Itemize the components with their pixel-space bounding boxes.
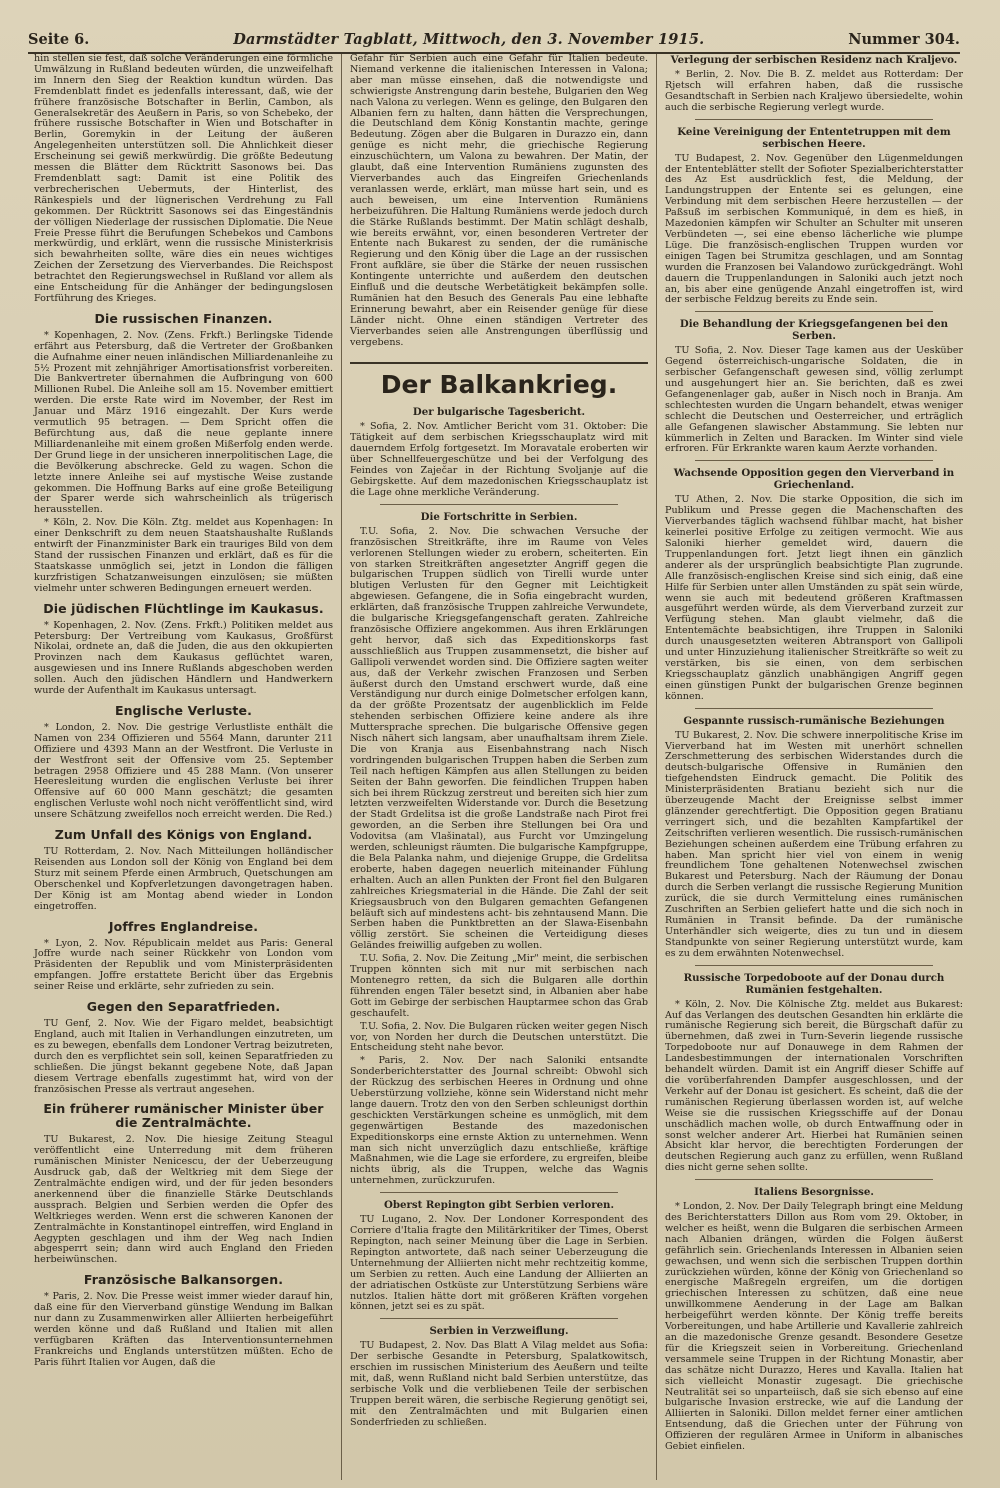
article-paragraph: TU Budapest, 2. Nov. Das Blatt A Vilag meldet aus Sofia: Der serbische Gesandte in Petersburg, Spalatkowitsch, erschien im russischen Ministerium des Aeußern und teilte mit, daß, wenn Rußland nicht bald Serbien unterstütze, das serbische Volk und die verbliebenen Teile der serbischen Truppen bereit wären, die serbische Regierung genötigt sei, mit den Zentralmächten und mit Bulgarien einen Sonderfrieden zu schließen. — [350, 1340, 648, 1428]
article-paragraph: * Berlin, 2. Nov. Die B. Z. meldet aus Rotterdam: Der Rjetsch will erfahren haben, daß die russische Gesandtschaft in Serbien nach Kraljewo übersiedelte, wohin auch die serbische Regierung verlegt wurde. — [665, 69, 963, 113]
article-paragraph: TU Lugano, 2. Nov. Der Londoner Korrespondent des Corriere d'Italia fragte den Militärkritiker der Times, Oberst Repington, nach seiner Meinung über die Lage in Serbien. Repington antwortete, daß nach seiner Ueberzeugung die Unternehmung der Alliierten nicht mehr rechtzeitig komme, um Serbien zu retten. Auch eine Landung der Alliierten an der adriatischen Ostküste zur Unterstützung Serbiens wäre nutzlos. Italien hätte dort mit größeren Kräften vorgehen können, jetzt sei es zu spät. — [350, 1214, 648, 1313]
article-paragraph: * Lyon, 2. Nov. Républicain meldet aus Paris: General Joffre wurde nach seiner Rückkehr von London vom Präsidenten der Republik und vom Ministerpräsidenten empfangen. Joffre erstattete Bericht über das Ergebnis seiner Reise und erklärte, sehr zufrieden zu sein. — [34, 937, 333, 993]
column-left — [26, 54, 341, 1480]
article-paragraph: * London, 2. Nov. Die gestrige Verlustliste enthält die Namen von 234 Offizieren und 5564 Mann, darunter 211 Offiziere und 4393 Mann an der Westfront. Die Verluste in der Westfront seit der Offensive vom 25. September betragen 2958 Offiziere und 45 288 Mann. (Von unserer Heeresleitung wurden die englischen Verluste bei ihrer Offensive auf 60 000 Mann geschätzt; die gesamten englischen Verluste wohl noch nicht veröffentlicht sind, wird unsere Schätzung zweifellos noch erreicht werden. Die Red.) — [34, 721, 333, 821]
article-paragraph: TU Bukarest, 2. Nov. Die schwere innerpolitische Krise im Vierverband hat im Westen mit unerhört schnellen Zerschmetterung des serbischen Widerstandes durch die deutsch-bulgarische Offensive in Rumänien den tiefgehendsten Eindruck gemacht. Die Politik des Ministerpräsidenten Bratianu bezieht sich nur die überzeugende Macht der Ereignisse selbst immer glänzender gerechtfertigt. Die Opposition gegen Bratianu verringert sich, und die bezahlten Kampfartikel der Zeitschriften verlieren wesentlich. Die russisch-rumänischen Beziehungen scheinen außerdem eine Trübung erfahren zu haben. Man spricht hier viel von einem in wenig freundlichem Tone gehaltenen Notenwechsel zwischen Bukarest und Petersburg. Nach der Räumung der Donau durch die Serben verlangt die russische Regierung Munition zurück, die sie durch Vermittelung eines rumänischen Zuschriften an Serbien geliefert hatte und die sich noch in Rumänien in Transit befinde. Da der rumänische Unterhändler sich weigerte, dies zu tun und in diesem Standpunkte von seiner Regierung unterstützt wurde, kam es zu dem erwähnten Notenwechsel. — [665, 729, 963, 959]
page-header — [28, 18, 960, 54]
issue-number: Nummer 304. — [848, 31, 960, 48]
page-number: Seite 6. — [28, 31, 90, 48]
divider — [695, 119, 933, 120]
article-paragraph: T.U. Sofia, 2. Nov. Die schwachen Versuche der französischen Streitkräfte, ihre im Raume von Veles verlorenen Stellungen wieder zu erobern, scheiterten. Ein von starken Streitkräften angesetzter Angriff gegen die bulgarischen Truppen südlich von Tirelli wurde unter blutigen Verlusten für den Gegner mit Leichtigkeit abgewiesen. Gefangene, die in Sofia eingebracht wurden, erklärten, daß französische Truppen zahlreiche Verwundete, die bulgarische Kriegsgefangenschaft geraten. Zahlreiche französische Offiziere angekommen. Aus ihren Erklärungen geht hervor, daß sich das Expeditionskorps fast ausschließlich aus Truppen zusammensetzt, die bisher auf Gallipoli verwendet worden sind. Die Offiziere sagten weiter aus, daß der Verkehr zwischen Franzosen und Serben äußerst durch den Umstand erschwert wurde, daß eine Verständigung nur durch einige Dolmetscher erfolgen kann, da der größte Prozentsatz der augenblicklich im Felde stehenden serbischen Offiziere keine andere als ihre Muttersprache sprechen. Die bulgarische Offensive gegen Nisch nähert sich langsam, aber unaufhaltsam ihrem Ziele. Die von Kranja aus Eisenbahnstrang nach Nisch vordringenden bulgarischen Truppen haben die Serben zum Teil nach heftigen Kämpfen aus allen Stellungen zu beiden Seiten der Bahn geworfen. Die feindlichen Truppen haben sich bei ihrem Rückzug zerstreut und bereiten sich hier zum letzten verzweifelten Widerstande vor. Durch die Besetzung der Stadt Grdelitsa ist die große Landstraße nach Pirot frei geworden, an die Serben ihre Stellungen bei Ora und Vodovitsa (am Vlašinatal), aus Furcht vor Umzingelung werden, schleunigst räumten. Die bulgarische Kampfgruppe, die Bela Palanka nahm, und diejenige Gruppe, die Grdelitsa eroberte, haben dagegen neuerlich miteinander Fühlung erhalten. Auch an allen Punkten der Front fiel den Bulgaren zahlreiches Kriegsmaterial in die Hände. Die Zahl der seit Kriegsausbruch von den Bulgaren gemachten Gefangenen beläuft sich auf mindestens acht- bis zehntausend Mann. Die Serben haben die Punktbretten an der Slawa-Eisenbahn völlig zerstört. Sie scheinen die Verteidigung dieses Geländes freiwillig aufgeben zu wollen. — [350, 525, 648, 952]
subhead-prisoners-treatment: Die Behandlung der Kriegsgefangenen bei den Serben. — [679, 318, 949, 343]
article-paragraph: TU Genf, 2. Nov. Wie der Figaro meldet, beabsichtigt England, auch mit Italien in Verhandlungen einzutreten, um es zu bewegen, ebenfalls dem Londoner Vertrag beizutreten, durch den es verpflichtet sein soll, keinen Separatfrieden zu schließen. Die jüngst bekannt gegebene Note, daß Japan diesem Vertrage ebenfalls zugestimmt hat, wird von der französischen Presse als vertraut angesehen. — [34, 1018, 333, 1095]
divider — [695, 311, 933, 312]
article-paragraph: * Paris, 2. Nov. Die Presse weist immer wieder darauf hin, daß eine für den Vierverband günstige Wendung im Balkan nur dann zu Zusammenwirken aller Alliierten herbeigeführt werden könne und daß Rußland und Italien mit allen verfügbaren Kräften das Interventionsunternehmen Frankreichs und Englands unterstützen müßten. Echo de Paris führt Italien vor Augen, daß die — [34, 1291, 333, 1368]
article-paragraph: * Sofia, 2. Nov. Amtlicher Bericht vom 31. Oktober: Die Tätigkeit auf dem serbischen Kriegsschauplatz wird mit dauerndem Erfolg fortgesetzt. Im Moravatale eroberten wir über Schnellfeuergeschütze und bei der Verfolgung des Feindes von Zaječar in der Richtung Svoljanje auf die Gebirgskette. Auf dem mazedonischen Kriegsschauplatz ist die Lage ohne merkliche Veränderung. — [350, 421, 648, 498]
subhead-serbia-despair: Serbien in Verzweiflung. — [429, 1325, 569, 1338]
section-title-balkan-war: Der Balkankrieg. — [350, 362, 648, 400]
headline-english-losses: Englische Verluste. — [115, 702, 252, 718]
subhead-italy-concerns: Italiens Besorgnisse. — [754, 1186, 874, 1199]
headline-russian-finances: Die russischen Finanzen. — [94, 310, 273, 326]
divider — [695, 708, 933, 709]
divider — [380, 1192, 618, 1193]
divider — [380, 1318, 618, 1319]
subhead-torpedo-boats: Russische Torpedoboote auf der Donau durch Rumänien festgehalten. — [683, 971, 945, 996]
subhead-progress-serbia: Die Fortschritte in Serbien. — [420, 510, 578, 523]
headline-king-accident: Zum Unfall des Königs von England. — [54, 827, 313, 843]
divider — [695, 965, 933, 966]
article-paragraph: * Köln, 2. Nov. Die Köln. Ztg. meldet aus Kopenhagen: In einer Denkschrift zu dem neuen Staatshaushalte Rußlands entwirft der Finanzminister Bark ein trauriges Bild von dem Stand der russischen Finanzen und erklärt, daß es für die Staatskasse unmöglich sei, jetzt in London die fälligen kurzfristigen Schatzanweisungen einzulösen; sie müßten vielmehr unter schweren Bedingungen erneuert werden. — [34, 517, 333, 594]
article-continuation: hin stellen sie fest, daß solche Veränderungen eine förmliche Umwälzung in Rußland bedeuten würden, die unzweifelhaft im Innern den Sieg der Reaktion kundtun würden. Das Fremdenblatt findet es jedenfalls interessant, daß, wie der frühere französische Botschafter in Berlin, Cambon, als Generalsekretär des Aeußern in Paris, so von Schebeko, der frühere russische Botschafter in Wien und Botschafter in Berlin, Goremykin in der Leitung der äußeren Angelegenheiten unterstützen soll. Die Ahnlichkeit dieser Erscheinung sei gewiß merkwürdig. Die größte Bedeutung messen die Blätter dem Rücktritt Sasonows bei. Das Fremdenblatt sagt: Damit ist eine Politik des verbrecherischen Uebermuts, der Hinterlist, des Ränkespiels und der lügnerischen Verdrehung zu Fall gekommen. Der Rücktritt Sasonows sei das Eingeständnis der völligen Niederlage der russischen Diplomatie. Die Neue Freie Presse führt die Berufungen Schebekos und Cambons merkwürdig, und erklärt, wenn die russische Ministerkrisis sich bewahrheiten sollte, wäre dies ein neues wichtiges Zeichen der Zersetzung des Vierverbandes. Die Reichspost betrachtet den Regierungswechsel in Rußland vor allem als eine Entscheidung für die Anhänger der bedingungslosen Fortführung des Krieges. — [34, 54, 333, 304]
article-paragraph: * Kopenhagen, 2. Nov. (Zens. Frkft.) Berlingske Tidende erfährt aus Petersburg, daß die Vertreter der Großbanken die Aufnahme einer neuen inländischen Milliardenanleihe zu 5½ Prozent mit zehnjähriger Amortisationsfrist vorbereiten. Die Bankvertreter übernahmen die Aufbringung von 600 Millionen Rubel. Die Anleihe soll am 15. November emittiert werden. Die erste Rate wird im November, der Rest im Januar und März 1916 eingezahlt. Der Kurs werde vermutlich 95 betragen. — Dem Spricht offen die Befürchtung aus, daß die neue geplante innere Milliardenanleihe mit einem großen Mißerfolg enden werde. Der Grund liege in der unsicheren innerpolitischen Lage, die die Bevölkerung abschrecke. Geld zu wagen. Schon die letzte innere Anleihe sei auf mystische Weise zustande gekommen. Die Hoffnung Barks auf eine große Beteiligung der Sparer werde sich wahrscheinlich als trügerisch herausstellen. — [34, 329, 333, 516]
column-middle — [341, 54, 656, 1480]
subhead-repington: Oberst Repington gibt Serbien verloren. — [384, 1199, 614, 1212]
headline-joffre-trip: Joffres Englandreise. — [108, 918, 259, 934]
article-paragraph: TU Sofia, 2. Nov. Dieser Tage kamen aus der Uesküber Gegend österreichisch-ungarische Soldaten, die in serbischer Gefangenschaft gewesen sind, völlig zerlumpt und ausgehungert hier an. Sie berichten, daß es zwei Gefangenenlager gab, außer in Nisch noch in Branja. Am schlechtesten wurden die Ungarn behandelt, etwas weniger schlecht die Deutschen und Oesterreicher, und erträglich alle Gefangenen slawischer Abstammung. Sie lebten nur kümmerlich in Zelten und Baracken. Im Winter sind viele erfroren. Für Erkrankte waren kaum Aerzte vorhanden. — [665, 345, 963, 455]
headline-jewish-refugees: Die jüdischen Flüchtlinge im Kaukasus. — [43, 600, 324, 616]
article-continuation: Gefahr für Serbien auch eine Gefahr für Italien bedeute. Niemand verkenne die italienischen Interessen in Valona; aber man müsse einsehen, daß die notwendigste und schwierigste Anstrengung darin bestehe, Bulgarien den Weg nach Valona zu verlegen. Wenn es gelinge, den Bulgaren den Albanien fern zu halten, dann hätten die Versprechungen, die Deutschland dem König Konstantin machte, geringe Bedeutung. Zögen aber die Bulgaren in Durazzo ein, dann genüge es nicht mehr, die griechische Regierung einzuschüchtern, um Valona zu bewahren. Der Matin, der glaubt, daß eine Intervention Rumäniens zugunsten des Vierverbandes auch das Eingreifen Griechenlands veranlassen werde, erklärt, man müsse hart sein, und es auch beweisen, um eine Intervention Rumäniens herbeizuführen. Die Haltung Rumäniens werde jedoch durch die Stärke Rußlands bestimmt. Der Matin schlägt deshalb, wie bereits erwähnt, vor, einen besonderen Vertreter der Entente nach Bukarest zu senden, der die rumänische Regierung und den König über die Lage an der russischen Front aufkläre, sie über die Stärke der neuen russischen Kontingente unterrichte und außerdem den deutschen Einfluß und die deutsche Werbetätigkeit bekämpfen solle. Rumänien hat den Besuch des Generals Pau eine lebhafte Erinnerung bewahrt, aber ein Reisender genüge für diese Länder nicht. Ohne einen ständigen Vertreter des Vierverbandes seien alle Anstrengungen überflüssig und vergebens. — [350, 54, 648, 348]
column-right — [656, 54, 971, 1480]
divider — [695, 460, 933, 461]
divider — [695, 1179, 933, 1180]
headline-romanian-minister: Ein früherer rumänischer Minister über die Zentralmächte. — [43, 1101, 324, 1131]
subhead-serbian-residence: Verlegung der serbischen Residenz nach Kraljevo. — [670, 54, 958, 66]
subhead-no-union-entente: Keine Vereinigung der Ententetruppen mit dem serbischen Heere. — [677, 125, 951, 150]
headline-french-balkan-worries: Französische Balkansorgen. — [83, 1272, 284, 1288]
article-paragraph: TU Rotterdam, 2. Nov. Nach Mitteilungen holländischer Reisenden aus London soll der König von England bei dem Sturz mit seinem Pferde einen Armbruch, Quetschungen am Oberschenkel und Kopfverletzungen davongetragen haben. Der König ist am Montag abend wieder in London eingetroffen. — [34, 846, 333, 912]
divider — [380, 504, 618, 505]
article-paragraph: TU Budapest, 2. Nov. Gegenüber den Lügenmeldungen der Ententeblätter stellt der Sofioter Spezialberichterstatter des Az Est ausdrücklich fest, die Meldung, der Landungstruppen der Entente sei es gelungen, eine Verbindung mit dem serbischen Heere herzustellen — der Paßsuß im serbischen Kommuniqué, in dem es hieß, in Mazedonien kämpfen wir Schulter an Schulter mit unseren Verbündeten —, sei eine ebenso lächerliche wie plumpe Lüge. Die französisch-englischen Truppen wurden vor einigen Tagen bei Strumitza geschlagen, und am Sonntag wurden die Franzosen bei Valandowo zurückgedrängt. Wohl dauern die Truppenlandungen in Saloniki auch jetzt noch an, bis aber eine genügende Anzahl eingetroffen ist, wird der serbische Feldzug bereits zu Ende sein. — [665, 152, 963, 306]
subhead-greek-opposition: Wachsende Opposition gegen den Vierverband in Griechenland. — [673, 467, 955, 492]
subhead-russian-romanian-relations: Gespannte russisch-rumänische Beziehungen — [683, 714, 945, 727]
article-columns — [26, 54, 972, 1480]
article-paragraph: * Paris, 2. Nov. Der nach Saloniki entsandte Sonderberichterstatter des Journal schreibt: Obwohl sich der Rückzug des serbischen Heeres in Ordnung und ohne Ueberstürzung vollziehe, könne sein Widerstand nicht mehr lange dauern. Trotz den von den Serben schleunigst dorthin geschickten Verstärkungen scheine es unmöglich, mit dem gegenwärtigen Bestande des mazedonischen Expeditionskorps eine ernste Aktion zu unternehmen. Wenn man sich nicht unverzüglich dazu entschließe, kräftige Maßnahmen, wie die Lage sie erfordere, zu ergreifen, bleibe nichts übrig, als die Truppen, welche das Wagnis unternehmen, zurückzurufen. — [350, 1055, 648, 1187]
article-paragraph: T.U. Sofia, 2. Nov. Die Zeitung „Mir" meint, die serbischen Truppen könnten sich mit nur mit serbischen nach Montenegro retten, da sich die Bulgaren alle dorthin führenden engen Täler besetzt sind, in Albanien aber habe Gott im Gebirge der serbischen Hauptarmee schon das Grab geschaufelt. — [350, 953, 648, 1019]
article-paragraph: T.U. Sofia, 2. Nov. Die Bulgaren rücken weiter gegen Nisch vor, von Norden her durch die Deutschen unterstützt. Die Entscheidung steht nahe bevor. — [350, 1020, 648, 1054]
subhead-bulgarian-report: Der bulgarische Tagesbericht. — [412, 406, 586, 419]
headline-separate-peace: Gegen den Separatfrieden. — [86, 999, 281, 1015]
article-paragraph: TU Athen, 2. Nov. Die starke Opposition, die sich im Publikum und Presse gegen die Machenschaften des Vierverbandes täglich wachsend fühlbar macht, hat bisher keinerlei positive Erfolge zu zeitigen vermocht. Wie aus Saloniki hierher gemeldet wird, dauern die Truppenlandungen fort. Jetzt liegt ihnen ein gänzlich anderer als der ursprünglich beabsichtigte Plan zugrunde. Alle französisch-englischen Kreise sind sich einig, daß eine Hilfe für Serbien unter allen Umständen zu spät sein würde, wenn sie auch mit bedeutend größeren Kraftmassen ausgeführt werden würde, als dem Vierverband zurzeit zur Verfügung stehen. Man glaubt vielmehr, daß die Ententemächte beabsichtigen, ihre Truppen in Saloniki durch unausgesetzten weiteren Abtransport von Gallipoli und unter Hinzuziehung italienischer Streitkräfte so weit zu verstärken, bis sie einen, von dem serbischen Kriegsschauplatz gänzlich unabhängigen Angriff gegen einen günstigen Punkt der bulgarischen Grenze beginnen können. — [665, 494, 963, 702]
article-paragraph: * London, 2. Nov. Der Daily Telegraph bringt eine Meldung des Berichterstatters Dillon aus Rom vom 29. Oktober, in welcher es heißt, wenn die Bulgaren die serbischen Armeen nach Albanien drängen, würden die Folgen äußerst gefährlich sein. Griechenlands Interessen in Albanien seien gewachsen, und wenn sich die serbischen Truppen dorthin zurückziehen würden, könne der König von Griechenland so energische Maßregeln ergreifen, um die dortigen griechischen Interessen zu schützen, daß eine neue unwillkommene Aenderung in der Lage am Balkan herbeigeführt werden könnte. Der König treffe bereits Vorbereitungen, und habe Artillerie und Kavallerie zahlreich an die mazedonische Grenze gesandt. Besondere Gesetze für die Kriegszeit seien in Vorbereitung. Griechenland versammele seine Truppen in der Richtung Monastir, aber das schätze nicht Durazzo, Heres und Kavalla. Italien hat sich vielleicht Monastir zugesagt. Die griechische Neutralität sei so unparteiisch, daß sie sich ebenso auf eine bulgarische Invasion erstrecke, wie auf die Landung der Alliierten in Saloniki. Dillon meldet ferner einer amtlichen Entsendung, daß die Griechen unter der Führung von Offizieren der regulären Armee in Uniform in albanisches Gebiet einfielen. — [665, 1201, 963, 1453]
newspaper-title: Darmstädter Tagblatt, Mittwoch, den 3. November 1915. — [233, 31, 705, 48]
article-paragraph: * Kopenhagen, 2. Nov. (Zens. Frkft.) Politiken meldet aus Petersburg: Der Vertreibung vom Kaukasus, Großfürst Nikolai, ordnete an, daß die Juden, die aus den okkupierten Provinzen nach dem Kaukasus geflüchtet waren, ausgewiesen und ins Innere Rußlands abgeschoben werden sollen. Auch den jüdischen Händlern und Handwerkern wurde der Aufenthalt im Kaukasus untersagt. — [34, 619, 333, 697]
article-paragraph: * Köln, 2. Nov. Die Kölnische Ztg. meldet aus Bukarest: Auf das Verlangen des deutschen Gesandten hin erklärte die rumänische Regierung sich bereit, die Bürgschaft dafür zu übernehmen, daß zwei in Turn-Severin liegende russische Torpedoboote nur auf Donauwege in dem Rahmen der Landesbestimmungen der internationalen Vorschriften behandelt würden. Damit ist ein Angriff dieser Schiffe auf die vorüberfahrenden Dampfer ausgeschlossen, und der Verkehr auf der Donau ist gesichert. Es scheint, daß die der rumänischen Regierung überlassen worden ist, auf welche Weise sie die russischen Kriegsschiffe auf der Donau unschädlich machen wolle, ob durch Entwaffnung oder in sonst welcher anderer Art. Hierbei hat Rumänien seinen Absicht klar hervor, die berechtigten Forderungen der deutschen Regierung auch ganz zu erfüllen, wenn Rußland dies nicht gerne sehen sollte. — [665, 998, 963, 1174]
article-paragraph: TU Bukarest, 2. Nov. Die hiesige Zeitung Steagul veröffentlicht eine Unterredung mit dem früheren rumänischen Minister Nenicescu, der der Ueberzeugung Ausdruck gab, daß der Weltkrieg mit dem Siege der Zentralmächte endigen wird, und der für jeden besonders anerkennend über die finanzielle Stärke Deutschlands aussprach. Belgien und Serbien werden die Opfer des Weltkrieges werden. Wenn erst die schweren Kanonen der Zentralmächte in Konstantinopel eintreffen, wird England in Aegypten geschlagen und ihm der Weg nach Indien abgesperrt sein; dann wird auch England den Frieden herbeiwünschen. — [34, 1134, 333, 1266]
